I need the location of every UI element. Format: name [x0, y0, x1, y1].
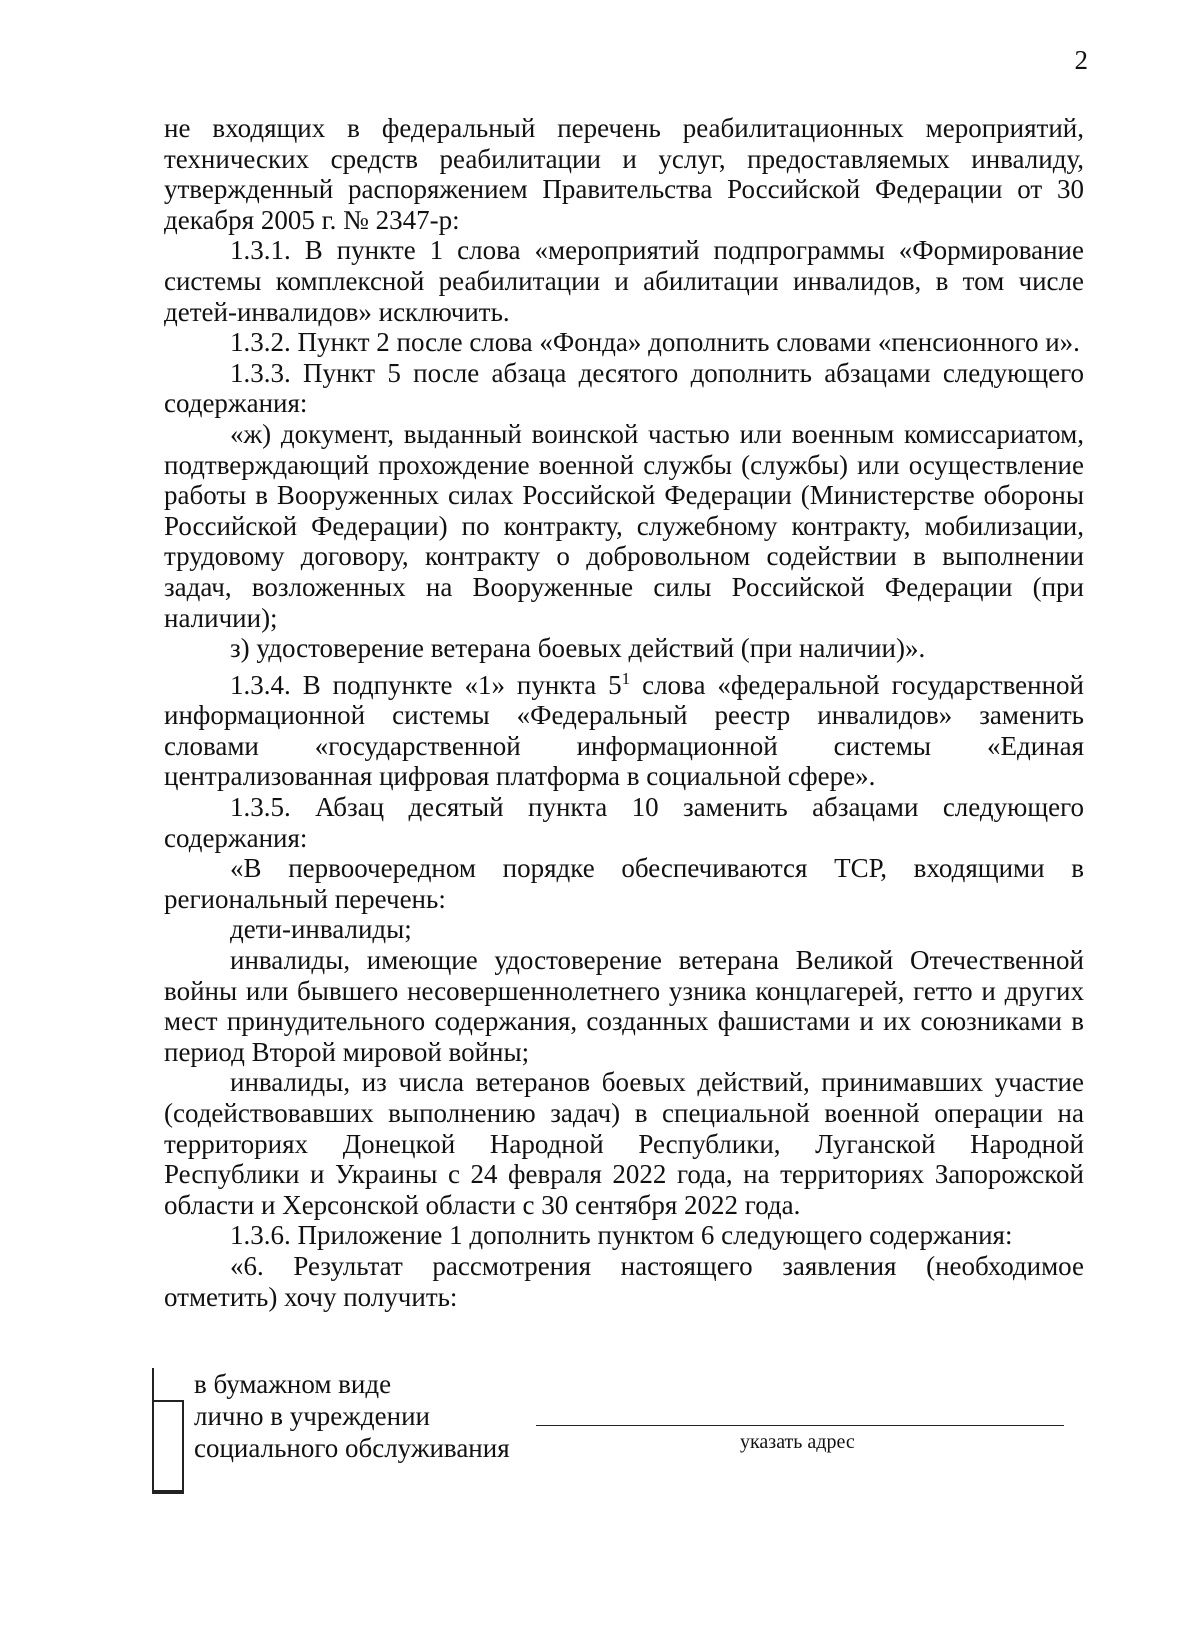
paragraph-text: слова «федеральной государственной информационной системы «Федеральный реестр инвалидов» заменить словами «государственной информационной системы «Единая централизованная цифровая платформа в социальной сфере». [164, 669, 1085, 792]
paragraph: инвалиды, из числа ветеранов боевых действий, принимавших участие (содействовавших выполнению задач) в специальной военной операции на территориях Донецкой Народной Республики, Луганской Народной Республики и Украины с 24 февраля 2022 года, на территориях Запорожской области и Херсонской области с 30 сентября 2022 года. [164, 1067, 1084, 1220]
paragraph: 1.3.6. Приложение 1 дополнить пунктом 6 следующего содержания: [230, 1220, 1013, 1251]
option-label [194, 1368, 510, 1464]
delivery-option-form [150, 1368, 1100, 1508]
paragraph: «В первоочередном порядке обеспечиваются ТСР, входящими в региональный перечень: [164, 853, 1084, 914]
paragraph: «ж) документ, выданный воинской частью или военным комиссариатом, подтверждающий прохождение военной службы (службы) или осуществление работы в Вооруженных силах Российской Федерации (Министерстве обороны Российской Федерации) по контракту, служебному контракту, мобилизации, трудовому договору, контракту о добровольном содействии в выполнении задач, возложенных на Вооруженные силы Российской Федерации (при наличии); [164, 418, 1084, 633]
paragraph: 1.3.3. Пункт 5 после абзаца десятого дополнить абзацами следующего содержания: [164, 357, 1084, 419]
option-line: социального обслуживания [194, 1433, 510, 1463]
option-checkbox[interactable] [152, 1400, 184, 1494]
paragraph: не входящих в федеральный перечень реабилитационных мероприятий, технических средств реабилитации и услуг, предоставляемых инвалиду, утвержденный распоряжением Правительства Российской Федерации от 30 декабря 2005 г. № 2347-р: [164, 113, 1084, 235]
paragraph: з) удостоверение ветерана боевых действий (при наличии)». [230, 633, 926, 664]
paragraph: дети-инвалиды; [230, 914, 412, 945]
document-body [164, 113, 1084, 1312]
page-number: 2 [1074, 45, 1088, 75]
paragraph: 1.3.2. Пункт 2 после слова «Фонда» дополнить словами «пенсионного и». [230, 327, 1080, 358]
address-caption: указать адрес [740, 1431, 855, 1453]
option-line: лично в учреждении [194, 1401, 430, 1431]
paragraph: 1.3.5. Абзац десятый пункта 10 заменить абзацами следующего содержания: [164, 792, 1084, 853]
address-input-line[interactable] [536, 1425, 1064, 1426]
paragraph [164, 664, 1084, 792]
superscript: 1 [621, 668, 631, 688]
paragraph-text: 1.3.4. В подпункте «1» пункта 5 [230, 669, 622, 700]
paragraph: 1.3.1. В пункте 1 слова «мероприятий подпрограммы «Формирование системы комплексной реабилитации и абилитации инвалидов, в том числе детей-инвалидов» исключить. [164, 235, 1084, 327]
paragraph: «6. Результат рассмотрения настоящего заявления (необходимое отметить) хочу получить: [164, 1250, 1084, 1312]
option-line: в бумажном виде [194, 1369, 392, 1399]
paragraph: инвалиды, имеющие удостоверение ветерана Великой Отечественной войны или бывшего несовершеннолетнего узника концлагерей, гетто и других мест принудительного содержания, созданных фашистами и их союзниками в период Второй мировой войны; [164, 945, 1084, 1067]
